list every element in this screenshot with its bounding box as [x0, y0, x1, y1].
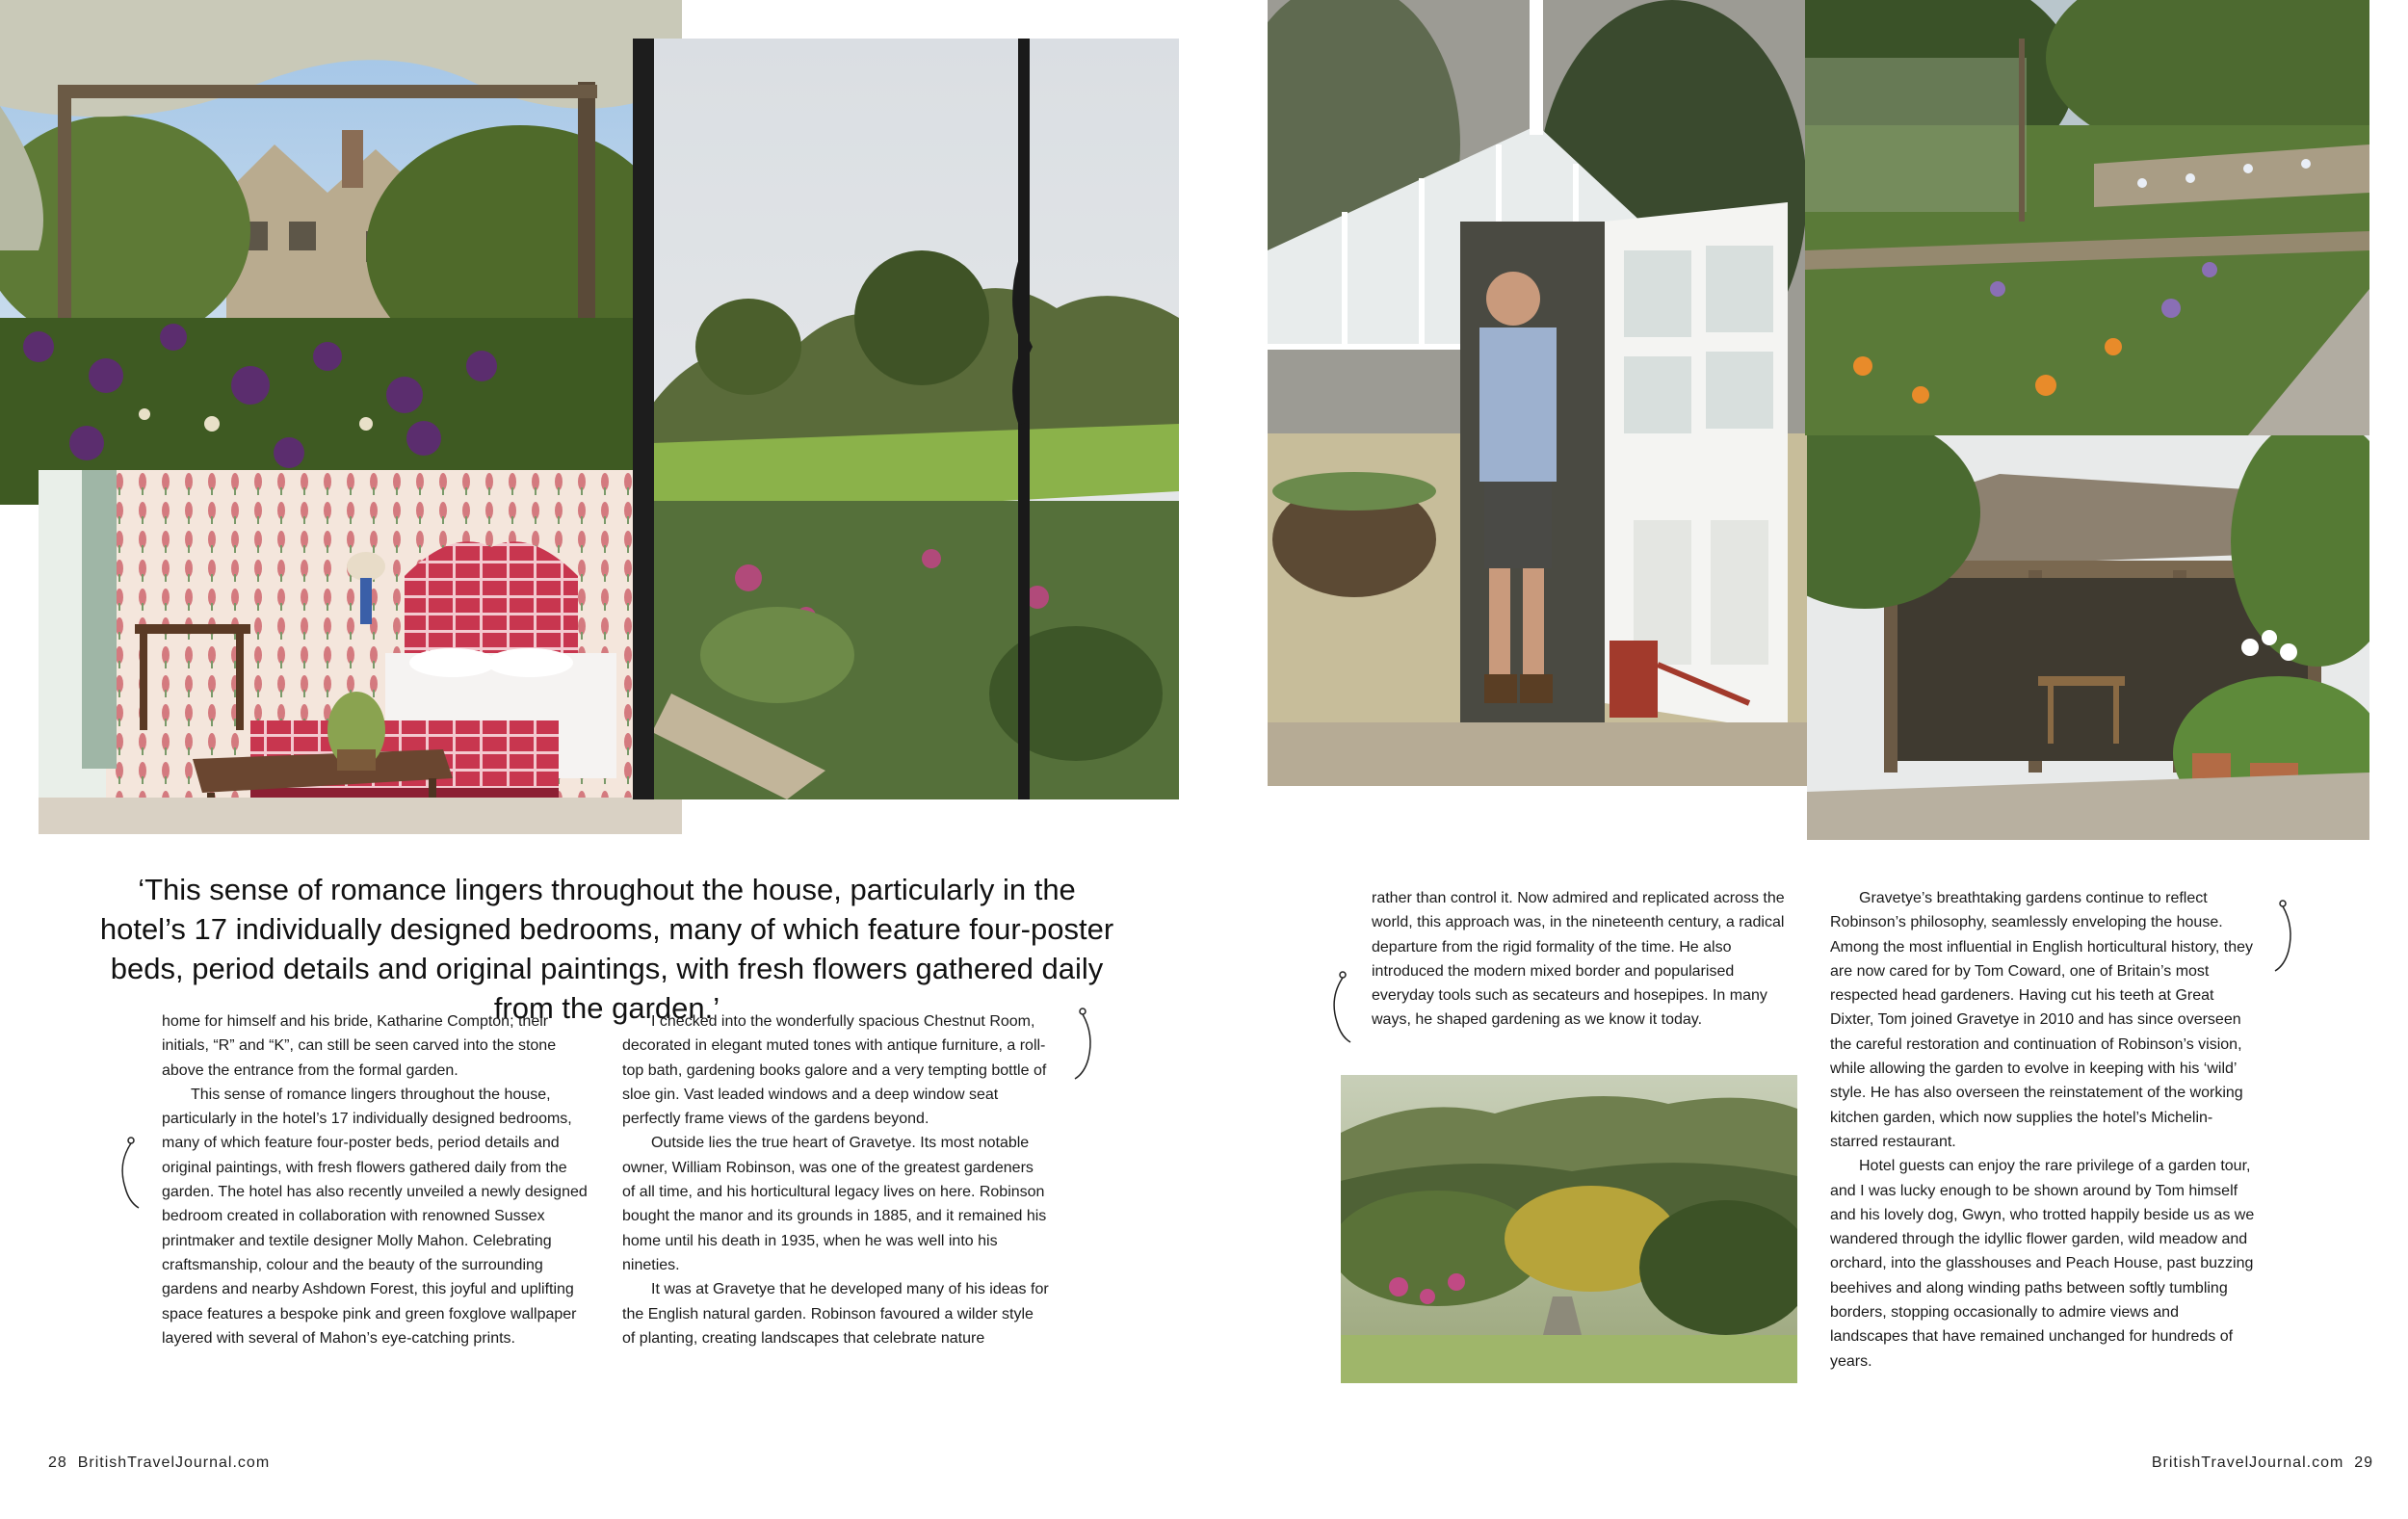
body-column-2 — [622, 1009, 1050, 1350]
photo-misty-landscape — [1341, 1075, 1797, 1383]
decorative-curl-icon — [118, 1135, 146, 1212]
paragraph: I checked into the wonderfully spacious Chestnut Room, decorated in elegant muted tones with antique furniture, a roll-top bath, gardening books galore and a very tempting bottle of sloe gin. Vast leaded windows and a deep window seat perfectly frame views of the gardens beyond. — [622, 1013, 1047, 1128]
folio-left — [48, 1454, 270, 1472]
photo-pink-bedroom — [39, 470, 682, 834]
page-number: 29 — [2354, 1454, 2373, 1471]
photo-gardener-greenhouse — [1268, 0, 1807, 786]
decorative-curl-icon — [1329, 969, 1358, 1046]
paragraph: home for himself and his bride, Katharine Compton; their initials, “R” and “K”, can still be seen carved into the stone above the entrance from the formal garden. — [162, 1013, 557, 1079]
photo-garden-window-view — [633, 39, 1179, 799]
site-name: BritishTravelJournal.com — [77, 1454, 271, 1471]
decorative-curl-icon — [2269, 898, 2298, 975]
body-column-1 — [162, 1009, 589, 1350]
body-column-4 — [1830, 886, 2260, 1374]
photo-garden-shelter — [1807, 435, 2369, 840]
photo-terraced-garden — [1805, 0, 2369, 435]
paragraph: Outside lies the true heart of Gravetye. Its most notable owner, William Robinson, was one of the greatest gardeners of all time, and his horticultural legacy lives on here. Robinson bought the manor and its grounds in 1885, and it remained his home until his death in 1935, when he was well into his nineties. — [622, 1135, 1047, 1273]
decorative-curl-icon — [1069, 1006, 1098, 1083]
paragraph: It was at Gravetye that he developed many of his ideas for the English natural garden. Robinson favoured a wilder style of planting, creating landscapes that celebrate nature — [622, 1281, 1049, 1347]
pull-quote: ‘This sense of romance lingers throughout the house, particularly in the hotel’s 17 individually designed bedrooms, many of which feature four-poster beds, period details and original paintings, with fresh flowers gathered daily from the garden.’ — [99, 873, 1114, 1025]
page-number: 28 — [48, 1454, 67, 1471]
paragraph: Gravetye’s breathtaking gardens continue to reflect Robinson’s philosophy, seamlessly enveloping the house. Among the most influential in English horticultural history, they are now cared for by Tom Coward, one of Britain’s most respected head gardeners. Having cut his teeth at Great Dixter, Tom joined Gravetye in 2010 and has since overseen the careful restoration and continuation of Robinson’s vision, while allowing the garden to evolve in keeping with his ‘wild’ style. He has also overseen the reinstatement of the working kitchen garden, which now supplies the hotel’s Michelin-starred restaurant. — [1830, 890, 2254, 1150]
paragraph: rather than control it. Now admired and replicated across the world, this approach was, in the nineteenth century, a radical departure from the rigid formality of the time. He also introduced the modern mixed border and popularised everyday tools such as secateurs and hosepipes. In many ways, he shaped gardening as we know it today. — [1372, 890, 1785, 1029]
paragraph: Hotel guests can enjoy the rare privilege of a garden tour, and I was lucky enough to be shown around by Tom himself and his lovely dog, Gwyn, who trotted happily beside us as we wandered through the idyllic flower garden, wild meadow and orchard, into the glasshouses and Peach House, past buzzing beehives and along winding paths between softly tumbling borders, stopping occasionally to admire views and landscapes that have remained unchanged for hundreds of years. — [1830, 1158, 2255, 1370]
paragraph: This sense of romance lingers throughout the house, particularly in the hotel’s 17 individually designed bedrooms, many of which feature four-poster beds, period details and original paintings, with fresh flowers gathered daily from the garden. The hotel has also recently unveiled a newly designed bedroom created in collaboration with renowned Sussex printmaker and textile designer Molly Mahon. Celebrating craftsmanship, colour and the beauty of the surrounding gardens and nearby Ashdown Forest, this joyful and uplifting space features a bespoke pink and green foxglove wallpaper layered with several of Mahon’s eye-catching prints. — [162, 1086, 588, 1347]
site-name: BritishTravelJournal.com — [2151, 1454, 2344, 1471]
photo-manor-house-garden — [0, 0, 682, 505]
body-column-3 — [1372, 886, 1797, 1033]
folio-right — [2152, 1454, 2373, 1472]
